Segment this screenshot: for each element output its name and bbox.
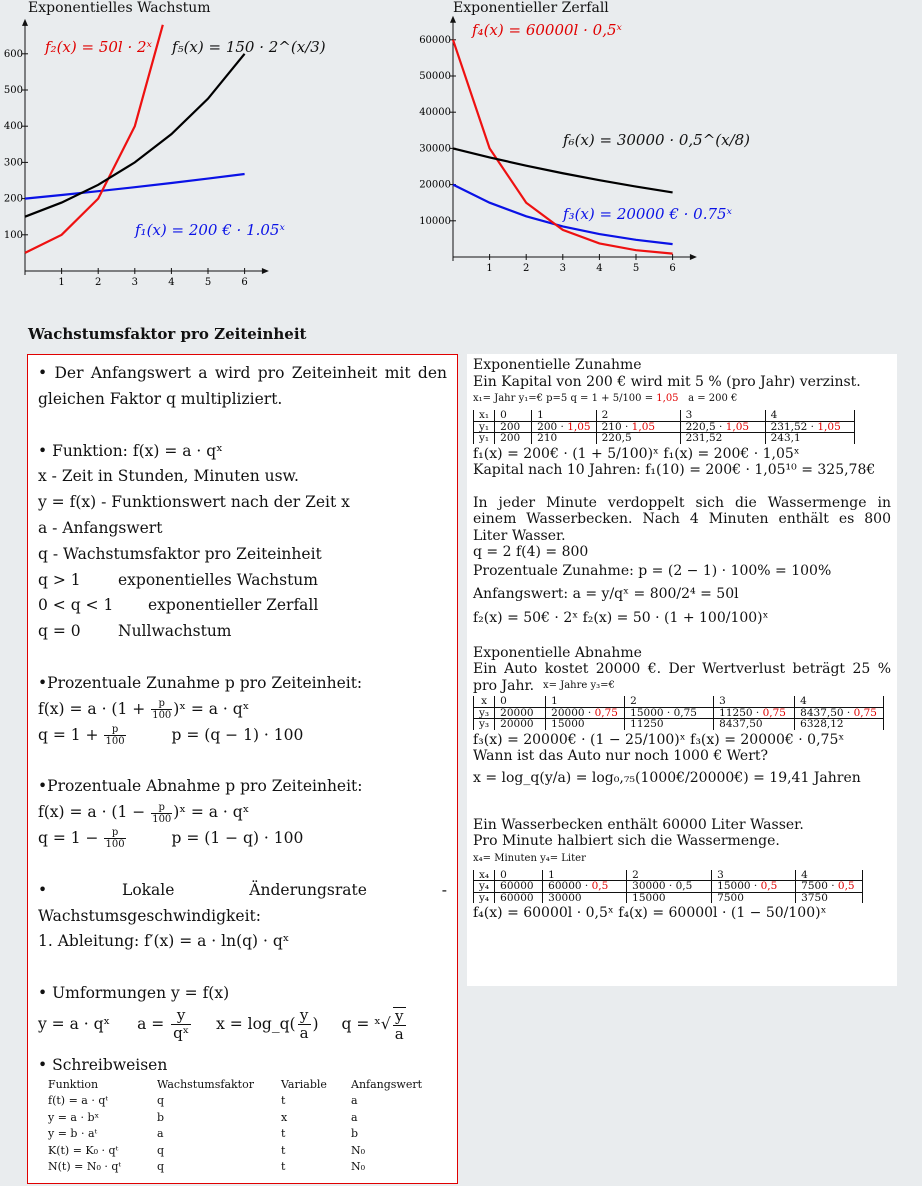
- condition-decay-expr: 0 < q < 1: [38, 596, 114, 615]
- table-cell: 60000 · 0,5: [543, 881, 627, 893]
- example1-value-table: [473, 410, 855, 444]
- y-axis-arrow: [22, 19, 28, 26]
- x-axis-arrow: [690, 254, 697, 260]
- table-cell: x₁: [474, 410, 495, 421]
- table-cell: 200 · 1,05: [532, 421, 596, 433]
- notation-cell: y = a · bˣ: [48, 1110, 100, 1124]
- examples-box: [467, 354, 897, 986]
- condition-zero-text: Nullwachstum: [118, 622, 232, 641]
- series-line: [25, 54, 245, 217]
- table-cell: 7500 · 0,5: [796, 881, 863, 893]
- example1-function: f₁(x) = 200€ · (1 + 5/100)ˣ f₁(x) = 200€ · 1,05ˣ: [473, 445, 800, 462]
- example2-text: In jeder Minute verdoppelt sich die Wassermenge in einem Wasserbecken. Nach 4 Minuten enthält es 800 Liter Wasser.: [473, 494, 891, 544]
- example2-initial: Anfangswert: a = y/qˣ = 800/2⁴ = 50l: [473, 585, 739, 602]
- table-cell: 210 · 1,05: [596, 421, 680, 433]
- decrease-formula: [38, 800, 447, 826]
- table-cell: 4: [796, 870, 863, 881]
- example3-text: Ein Auto kostet 20000 €. Der Wertverlust beträgt 25 % pro Jahr.: [473, 661, 891, 694]
- notation-header-cell: Variable: [281, 1077, 327, 1091]
- growth-f2-label: f₂(x) = 50l · 2ˣ: [45, 38, 152, 56]
- transform-q-fraction: $\frac{y}{a}$: [394, 1006, 404, 1043]
- notation-header-cell: Anfangswert: [351, 1077, 423, 1091]
- notation-row: [48, 1126, 447, 1143]
- notation-cell: b: [351, 1127, 359, 1141]
- table-cell: 0: [495, 696, 546, 707]
- function-q: q - Wachstumsfaktor pro Zeiteinheit: [38, 544, 322, 563]
- table-cell: 1: [546, 696, 625, 707]
- decrease-formula-pre: f(x) = a · (1 −: [38, 803, 146, 822]
- table-cell: x₄: [474, 870, 495, 881]
- table-cell: 231,52 · 1,05: [765, 421, 854, 433]
- example3-question: Wann ist das Auto nur noch 1000 € Wert?: [473, 748, 769, 764]
- y-tick-label: 30000: [419, 143, 451, 155]
- decay-f6-label: f₆(x) = 30000 · 0,5^(x/8): [563, 131, 751, 149]
- table-cell: 4: [765, 410, 854, 421]
- example3-answer: x = log_q(y/a) = log₀,₇₅(1000€/20000€) = 19,41 Jahren: [473, 769, 861, 786]
- example3-vars: x= Jahre y₃=€: [543, 680, 615, 691]
- transform-a-pre: a =: [137, 1014, 165, 1033]
- condition-growth: [38, 568, 447, 594]
- growth-f5-label: f₅(x) = 150 · 2^(x/3): [172, 38, 326, 56]
- table-cell: 60000: [495, 892, 543, 903]
- example2-function: f₂(x) = 50€ · 2ˣ f₂(x) = 50 · (1 + 100/100)ˣ: [473, 609, 769, 626]
- x-tick-label: 2: [523, 263, 530, 274]
- notation-row: [48, 1110, 447, 1127]
- example1-vars: [473, 390, 891, 408]
- table-cell: 20000: [495, 719, 546, 730]
- example1-capital: Kapital nach 10 Jahren: f₁(10) = 200€ · 1,05¹⁰ = 325,78€: [473, 462, 876, 478]
- example4-function: f₄(x) = 60000l · 0,5ˣ f₄(x) = 60000l · (1 − 50/100)ˣ: [473, 905, 827, 921]
- table-cell: 243,1: [765, 433, 854, 444]
- x-tick-label: 2: [95, 277, 102, 288]
- table-cell: y₄: [474, 881, 495, 893]
- notation-cell: a: [157, 1127, 164, 1141]
- notation-cell: K(t) = K₀ · qᵗ: [48, 1143, 119, 1157]
- example4-text1: Ein Wasserbecken enthält 60000 Liter Wasser.: [473, 816, 804, 833]
- notation-cell: N(t) = N₀ · qᵗ: [48, 1160, 122, 1174]
- table-cell: 3: [680, 410, 765, 421]
- x-tick-label: 5: [632, 263, 640, 274]
- y-tick-label: 50000: [419, 71, 451, 82]
- condition-decay: [38, 593, 447, 619]
- x-axis-arrow: [262, 268, 269, 274]
- table-cell: 15000: [546, 719, 625, 730]
- rate-derivative: 1. Ableitung: f′(x) = a · ln(q) · qˣ: [38, 932, 290, 951]
- transform-x-post: ): [312, 1014, 319, 1033]
- transform-q-pre: q = ˣ√: [341, 1014, 391, 1033]
- notation-cell: x: [281, 1110, 288, 1124]
- transform-title: • Umformungen y = f(x): [38, 984, 230, 1003]
- increase-q-pre: q = 1 +: [38, 725, 99, 744]
- y-tick-label: 200: [3, 193, 23, 205]
- summary-box: [27, 354, 458, 1184]
- table-cell: 7500: [712, 892, 796, 903]
- x-tick-label: 1: [486, 263, 493, 274]
- x-tick-label: 6: [669, 263, 676, 274]
- y-tick-label: 40000: [419, 107, 451, 119]
- transform-x-pre: x = log_q(: [216, 1014, 296, 1033]
- table-cell: 15000 · 0,75: [625, 707, 714, 719]
- notation-header: [48, 1077, 447, 1094]
- notation-cell: y = b · aᵗ: [48, 1127, 98, 1141]
- example1-title: Exponentielle Zunahme: [473, 357, 642, 373]
- notation-row: [48, 1159, 447, 1176]
- y-axis-arrow: [450, 16, 456, 23]
- table-cell: 0: [495, 410, 532, 421]
- decrease-p: p = (1 − q) · 100: [171, 828, 304, 847]
- table-cell: 3: [714, 696, 795, 707]
- y-tick-label: 10000: [419, 215, 451, 227]
- y-tick-label: 100: [3, 229, 23, 241]
- notation-cell: N₀: [351, 1160, 366, 1174]
- table-cell: 2: [596, 410, 680, 421]
- p-over-100-fraction: $\frac{p}{100}$: [105, 724, 125, 748]
- notation-cell: t: [281, 1160, 286, 1174]
- notation-cell: a: [351, 1094, 358, 1108]
- example1-vars-text: x₁= Jahr y₁=€ p=5 q = 1 + 5/100 =: [473, 393, 657, 404]
- example2-percent: Prozentuale Zunahme: p = (2 − 1) · 100% = 100%: [473, 562, 832, 579]
- example3-value-table: [473, 696, 884, 730]
- table-cell: 8437,50: [714, 719, 795, 730]
- table-cell: 210: [532, 433, 596, 444]
- example1-text: Ein Kapital von 200 € wird mit 5 % (pro Jahr) verzinst.: [473, 373, 861, 390]
- condition-growth-expr: q > 1: [38, 570, 81, 589]
- decay-chart-title: Exponentieller Zerfall: [453, 0, 609, 16]
- growth-f1-label: f₁(x) = 200 € · 1.05ˣ: [135, 221, 285, 239]
- increase-formula: [38, 697, 447, 723]
- table-cell: 2: [625, 696, 714, 707]
- growth-chart-title: Exponentielles Wachstum: [28, 0, 211, 16]
- series-line: [25, 174, 245, 199]
- example2-q: q = 2 f(4) = 800: [473, 544, 589, 560]
- function-x: x - Zeit in Stunden, Minuten usw.: [38, 467, 299, 486]
- decay-f4-label: f₄(x) = 60000l · 0,5ˣ: [472, 21, 622, 39]
- increase-formula-pre: f(x) = a · (1 +: [38, 699, 146, 718]
- x-tick-label: 1: [58, 277, 65, 288]
- table-cell: 6328,12: [795, 719, 884, 730]
- decrease-title: •Prozentuale Abnahme p pro Zeiteinheit:: [38, 777, 363, 796]
- example1-q-value: 1,05: [656, 393, 679, 404]
- example3-function: f₃(x) = 20000€ · (1 − 25/100)ˣ f₃(x) = 20000€ · 0,75ˣ: [473, 731, 845, 748]
- table-cell: 220,5: [596, 433, 680, 444]
- example1-a-value: a = 200 €: [678, 393, 738, 404]
- table-cell: 200: [495, 433, 532, 444]
- increase-formula-post: )ˣ = a · qˣ: [173, 699, 250, 718]
- table-cell: 3750: [796, 892, 863, 903]
- table-cell: 30000 · 0,5: [627, 881, 712, 893]
- x-tick-label: 4: [596, 263, 603, 274]
- x-tick-label: 5: [204, 277, 212, 288]
- increase-q: [38, 723, 447, 749]
- table-cell: 11250 · 0,75: [714, 707, 795, 719]
- table-cell: 15000 · 0,5: [712, 881, 796, 893]
- function-y: y = f(x) - Funktionswert nach der Zeit x: [38, 493, 350, 512]
- notation-cell: t: [281, 1127, 286, 1141]
- function-title: • Funktion: f(x) = a · qˣ: [38, 441, 223, 460]
- condition-growth-text: exponentielles Wachstum: [118, 570, 318, 589]
- decrease-formula-post: )ˣ = a · qˣ: [173, 803, 250, 822]
- series-line: [25, 25, 163, 253]
- table-cell: 2: [627, 870, 712, 881]
- rate-title: • Lokale Änderungsrate - Wachstumsgeschwindigkeit:: [38, 880, 447, 925]
- table-cell: x: [474, 696, 495, 707]
- decrease-q-pre: q = 1 −: [38, 828, 99, 847]
- x-tick-label: 3: [559, 263, 566, 274]
- intro-text: • Der Anfangswert a wird pro Zeiteinheit mit den gleichen Faktor q multipliziert.: [38, 364, 447, 408]
- transform-x-fraction: $\frac{y}{a}$: [299, 1006, 309, 1043]
- transform-formulas: [38, 1007, 447, 1043]
- y-tick-label: 400: [3, 121, 23, 133]
- notation-cell: b: [157, 1110, 165, 1124]
- example4-vars: x₄= Minuten y₄= Liter: [473, 852, 586, 864]
- table-cell: 20000 · 0,75: [546, 707, 625, 719]
- notation-header-cell: Wachstumsfaktor: [157, 1077, 254, 1091]
- table-cell: 4: [795, 696, 884, 707]
- example4-value-table: [473, 870, 863, 904]
- table-cell: 8437,50 · 0,75: [795, 707, 884, 719]
- p-over-100-fraction: $\frac{p}{100}$: [152, 801, 172, 825]
- x-tick-label: 4: [168, 277, 175, 288]
- condition-zero: [38, 619, 447, 645]
- table-cell: 20000: [495, 707, 546, 719]
- series-line: [453, 148, 673, 192]
- section-heading: Wachstumsfaktor pro Zeiteinheit: [28, 325, 307, 343]
- notation-cell: q: [157, 1143, 165, 1157]
- table-cell: y₃: [474, 707, 495, 719]
- increase-title: •Prozentuale Zunahme p pro Zeiteinheit:: [38, 673, 363, 692]
- table-cell: y₃: [474, 719, 495, 730]
- table-cell: 60000: [495, 881, 543, 893]
- notation-title: • Schreibweisen: [38, 1055, 168, 1074]
- increase-p: p = (q − 1) · 100: [171, 725, 304, 744]
- table-cell: 0: [495, 870, 543, 881]
- table-cell: 15000: [627, 892, 712, 903]
- decrease-q: [38, 826, 447, 852]
- condition-decay-text: exponentieller Zerfall: [148, 596, 319, 615]
- table-cell: 231,52: [680, 433, 765, 444]
- example4-text2: Pro Minute halbiert sich die Wassermenge.: [473, 833, 780, 849]
- notation-table: [48, 1077, 447, 1176]
- condition-zero-expr: q = 0: [38, 622, 81, 641]
- notation-header-cell: Funktion: [48, 1077, 99, 1091]
- notation-cell: t: [281, 1143, 286, 1157]
- y-tick-label: 600: [3, 48, 23, 60]
- notation-cell: q: [157, 1160, 165, 1174]
- table-cell: y₁: [474, 421, 495, 433]
- transform-a-fraction: $\frac{y}{\text{qˣ}}$: [173, 1006, 190, 1043]
- p-over-100-fraction: $\frac{p}{100}$: [152, 698, 172, 722]
- table-cell: 3: [712, 870, 796, 881]
- table-cell: 1: [532, 410, 596, 421]
- table-cell: 30000: [543, 892, 627, 903]
- table-cell: 11250: [625, 719, 714, 730]
- decay-f3-label: f₃(x) = 20000 € · 0.75ˣ: [563, 205, 732, 223]
- table-cell: 220,5 · 1,05: [680, 421, 765, 433]
- p-over-100-fraction: $\frac{p}{100}$: [105, 827, 125, 851]
- growth-chart: [0, 14, 300, 294]
- x-tick-label: 6: [241, 277, 248, 288]
- y-tick-label: 500: [3, 85, 23, 96]
- table-cell: y₄: [474, 892, 495, 903]
- transform-y: y = a · qˣ: [38, 1014, 111, 1033]
- x-tick-label: 3: [131, 277, 138, 288]
- y-tick-label: 20000: [419, 179, 451, 191]
- notation-row: [48, 1093, 447, 1110]
- notation-row: [48, 1143, 447, 1160]
- notation-cell: a: [351, 1110, 358, 1124]
- table-cell: 1: [543, 870, 627, 881]
- notation-cell: t: [281, 1094, 286, 1108]
- y-tick-label: 300: [3, 157, 23, 169]
- notation-cell: f(t) = a · qᵗ: [48, 1094, 109, 1108]
- function-a: a - Anfangswert: [38, 518, 163, 537]
- table-cell: y₁: [474, 433, 495, 444]
- table-cell: 200: [495, 421, 532, 433]
- notation-cell: q: [157, 1094, 165, 1108]
- notation-cell: N₀: [351, 1143, 366, 1157]
- example3-title: Exponentielle Abnahme: [473, 644, 642, 661]
- y-tick-label: 60000: [419, 34, 451, 46]
